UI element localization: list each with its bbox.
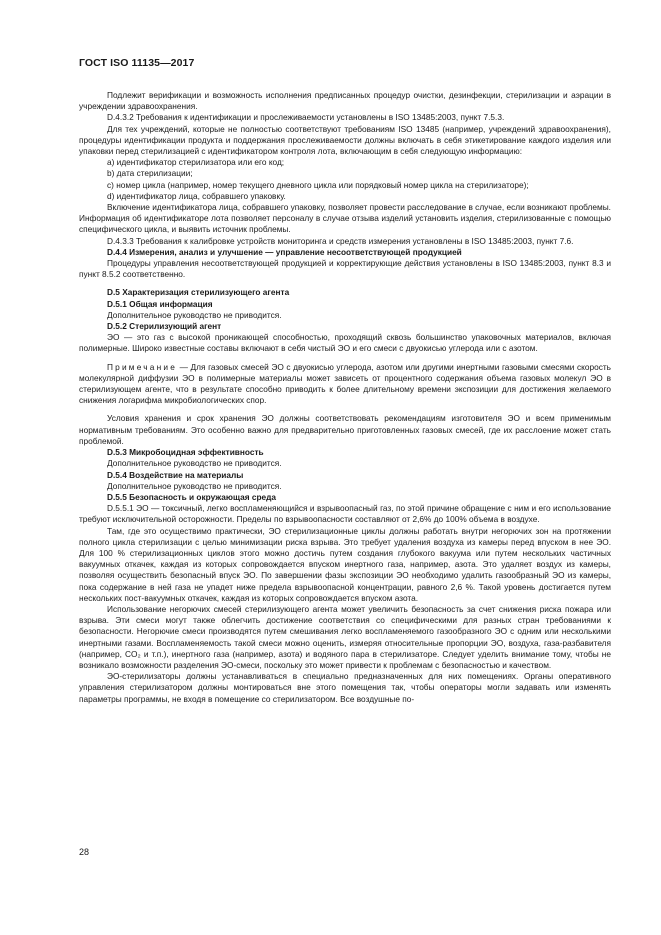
section-heading: D.5.5 Безопасность и окружающая среда bbox=[107, 491, 277, 502]
paragraph: Для тех учреждений, которые не полностью соответствуют требованиям ISO 13485 (например, учреждений здравоохранения), процедуры идентификации продукта и поддержания прослеживаемости должны включать в себя этикетирование каждого изделия или упаковки перед стерилизацией с идентификатором контроля лота, включающим в себя следующую информацию: bbox=[79, 123, 611, 157]
paragraph: d) идентификатор лица, собравшего упаковку. bbox=[107, 190, 286, 201]
section-heading: D.5 Характеризация стерилизующего агента bbox=[107, 287, 290, 298]
document-body bbox=[79, 90, 611, 705]
paragraph: D.4.3.3 Требования к калибровке устройств мониторинга и средств измерения установлены в ISO 13485:2003, пункт 7.6. bbox=[107, 235, 574, 246]
section-heading: D.5.4 Воздействие на материалы bbox=[107, 469, 244, 480]
document-header: ГОСТ ISO 11135—2017 bbox=[79, 57, 195, 69]
note-text: — Для газовых смесей ЭО с двуокисью углерода, азотом или другими инертными газовыми смесями скорость молекулярной диффузии ЭО в полимерные материалы может зависеть от процентного содержания объема газовых молекул ЭО в стерилизующем агенте, что в результате способно приводить к более длительному времени экспозиции для достижения желаемого снижения логарифма микробиологических спор. bbox=[79, 361, 611, 406]
paragraph: c) номер цикла (например, номер текущего дневного цикла или порядковый номер цикла на стерилизаторе); bbox=[107, 179, 529, 190]
section-heading: D.5.3 Микробоцидная эффективность bbox=[107, 447, 264, 458]
paragraph: ЭО — это газ с высокой проникающей способностью, проходящий сквозь большинство упаковочных материалов, включая полимерные. Широко известные составы включают в себя чистый ЭО и его смеси с двуокисью углерода или с азотом. bbox=[79, 332, 611, 354]
section-heading: D.4.4 Измерения, анализ и улучшение — управление несоответствующей продукцией bbox=[107, 246, 462, 257]
paragraph: b) дата стерилизации; bbox=[107, 168, 193, 179]
paragraph-gap bbox=[79, 406, 611, 413]
paragraph: Подлежит верификации и возможность исполнения предписанных процедур очистки, дезинфекции, стерилизации и аэрации в учреждении здравоохранения. bbox=[79, 90, 611, 112]
paragraph-gap bbox=[79, 280, 611, 287]
paragraph: a) идентификатор стерилизатора или его код; bbox=[107, 157, 285, 168]
paragraph: Процедуры управления несоответствующей продукцией и корректирующие действия установлены в ISO 13485:2003, пункт 8.3 и пункт 8.5.2 соответственно. bbox=[79, 258, 611, 280]
page-number: 28 bbox=[79, 847, 90, 857]
paragraph: D.4.3.2 Требования к идентификации и прослеживаемости установлены в ISO 13485:2003, пункт 7.5.3. bbox=[107, 112, 505, 123]
paragraph-gap bbox=[79, 355, 611, 362]
section-heading: D.5.1 Общая информация bbox=[107, 298, 213, 309]
paragraph: Дополнительное руководство не приводится. bbox=[107, 480, 282, 491]
paragraph: Условия хранения и срок хранения ЭО должны соответствовать рекомендациям изготовителя ЭО и всем применимым нормативным требованиям. Это особенно важно для предварительно приготовленных газовых смесей, где их расслоение может стать проблемой. bbox=[79, 413, 611, 446]
paragraph: Включение идентификатора лица, собравшего упаковку, позволяет провести расследование в случае, если возникают проблемы. Информация об идентификаторе лота позволяет персоналу в случае отзыва изделий установить изделия, стерилизованные с помощью специфического цикла, и выявить источник проблемы. bbox=[79, 202, 611, 235]
paragraph: Там, где это осуществимо практически, ЭО стерилизационные циклы должны работать внутри негорючих зон на протяжении полного цикла стерилизации с целью минимизации риска взрыва. Это требует удаления воздуха из камеры перед впуском в нее ЭО. Для 100 % стерилизационных циклов этого можно достичь путем создания глубокого вакуума или путем нескольких частичных вакуумных откачек, каждая из которых сопровождается впуском инертного газа, например, азота. Это удаляет воздух из камеры, позволяя осуществить безопасный впуск ЭО. По завершении фазы экспозиции ЭО необходимо удалить газообразный ЭО из камеры, пока содержание в ней газа не упадет ниже предела взрывоопасной концентрации, равного 2,6 %. Такой уровень достигается путем нескольких пост-вакуумных откачек, каждая из которых сопровождается впуском азота. bbox=[79, 525, 611, 603]
paragraph bbox=[79, 362, 611, 407]
paragraph: Использование негорючих смесей стерилизующего агента может увеличить безопасность за счет снижения риска пожара или взрыва. Эти смеси могут также облегчить достижение соответствия со специфическими для разных стран требованиями к безопасности. Негорючие смеси производятся путем смешивания легко воспламеняемого газообразного ЭО с одним или несколькими инертными газами. Воспламеняемость такой смеси можно оценить, измеряя относительные пропорции ЭО, воздуха, газа-разбавителя (например, CO₂ и т.п.), инертного газа (например, азота) и водяного пара в стерилизаторе. Следует уделить внимание тому, чтобы не возникало возможности разделения ЭО-смеси, поскольку это может привести к проблемам с безопасностью и качеством. bbox=[79, 603, 611, 670]
paragraph: ЭО-стерилизаторы должны устанавливаться в специально предназначенных для них помещениях. Органы оперативного управления стерилизатором должны монтироваться вне этого помещения так, чтобы операторы могли задавать или изменять параметры программы, не входя в помещение со стерилизатором. Все воздушные по- bbox=[79, 671, 611, 704]
note-label: Примечание bbox=[107, 361, 178, 372]
section-heading: D.5.2 Стерилизующий агент bbox=[107, 321, 222, 332]
paragraph: Дополнительное руководство не приводится. bbox=[107, 458, 282, 469]
paragraph: Дополнительное руководство не приводится. bbox=[107, 309, 282, 320]
paragraph: D.5.5.1 ЭО — токсичный, легко воспламеняющийся и взрывоопасный газ, по этой причине обращение с ним и его использование требуют исключительной осторожности. Пределы по взрывоопасности составляют от 2,6% до 100% объема в воздухе. bbox=[79, 503, 611, 525]
